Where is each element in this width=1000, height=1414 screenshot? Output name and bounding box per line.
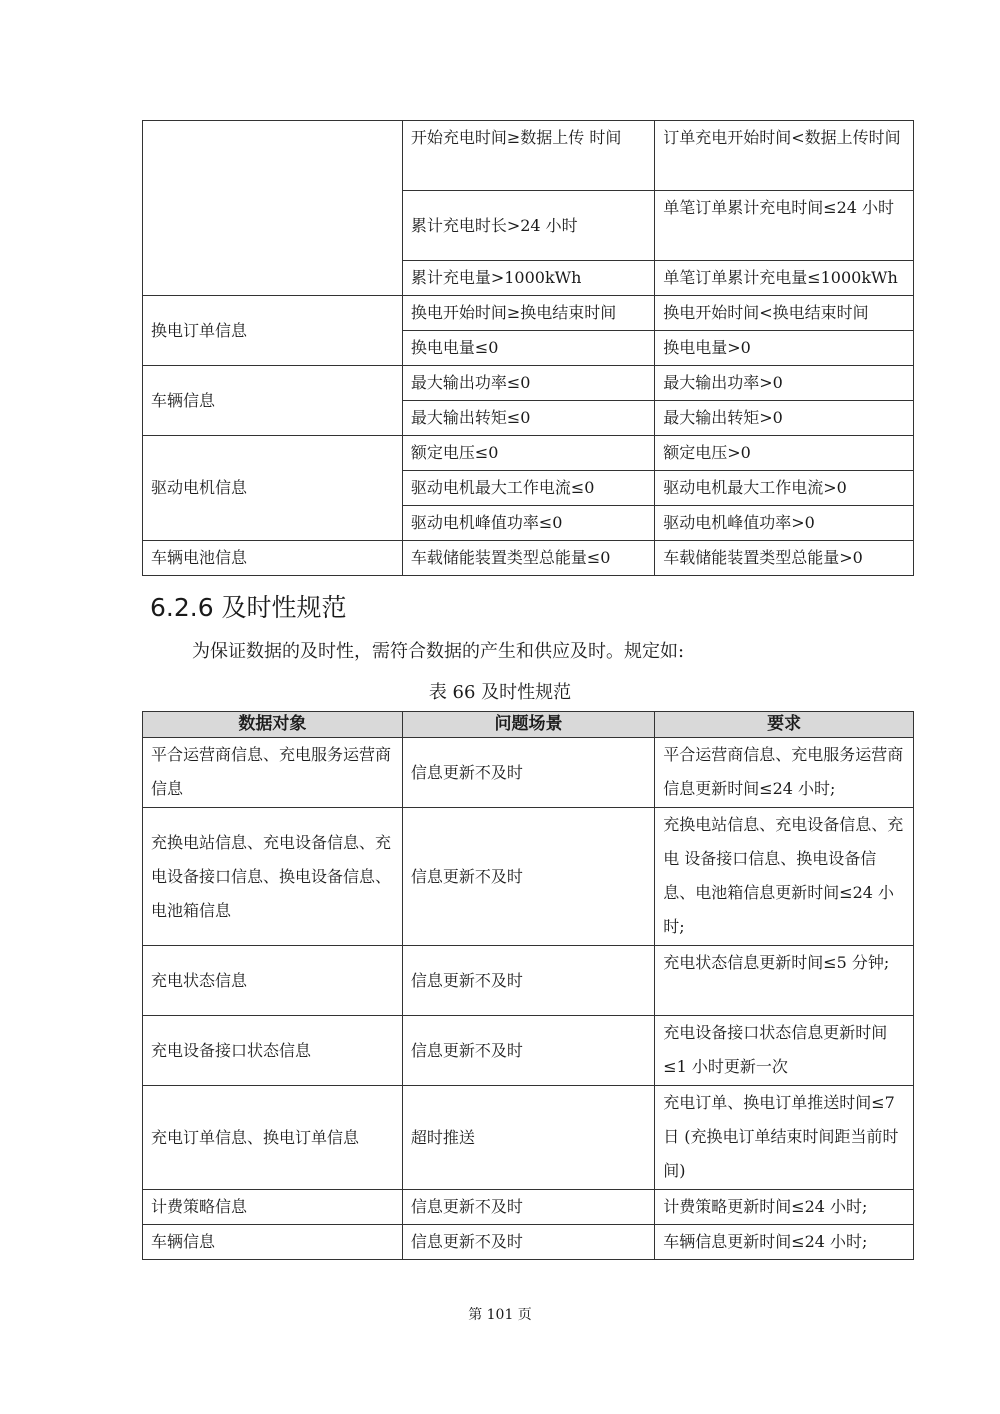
table-row: [143, 738, 914, 808]
table-cell: 最大输出功率>0: [655, 366, 914, 401]
table-cell: 最大输出转矩≤0: [402, 401, 654, 436]
table-cell: 车辆电池信息: [143, 541, 403, 576]
table-cell: 累计充电时长>24 小时: [402, 191, 654, 261]
table-cell: 单笔订单累计充电时间≤24 小时: [655, 191, 914, 261]
table-header-row: [143, 712, 914, 738]
table-cell: 累计充电量>1000kWh: [402, 261, 654, 296]
table-cell: 信息更新不及时: [402, 1225, 654, 1260]
table-cell: 最大输出功率≤0: [402, 366, 654, 401]
table-cell: 驱动电机最大工作电流≤0: [402, 471, 654, 506]
table-cell: 计费策略信息: [143, 1190, 403, 1225]
timeliness-table: [142, 711, 914, 1260]
table-cell: 充电状态信息更新时间≤5 分钟;: [655, 946, 914, 1016]
table-cell: 换电电量>0: [655, 331, 914, 366]
table-row: [143, 436, 914, 471]
table-cell: 额定电压>0: [655, 436, 914, 471]
column-header: 要求: [655, 712, 914, 738]
table-row: [143, 1016, 914, 1086]
table-cell: 平合运营商信息、充电服务运营商信息: [143, 738, 403, 808]
table-cell: 充电订单、换电订单推送时间≤7日 (充换电订单结束时间距当前时间): [655, 1086, 914, 1190]
table-row: [143, 541, 914, 576]
table-cell: 信息更新不及时: [402, 808, 654, 946]
table-cell: 平合运营商信息、充电服务运营商信息更新时间≤24 小时;: [655, 738, 914, 808]
table-cell: 换电开始时间<换电结束时间: [655, 296, 914, 331]
table-cell: 驱动电机峰值功率>0: [655, 506, 914, 541]
table-cell: 驱动电机最大工作电流>0: [655, 471, 914, 506]
table-cell: 充电状态信息: [143, 946, 403, 1016]
table-cell: 充换电站信息、充电设备信息、充电设备接口信息、换电设备信息、电池箱信息: [143, 808, 403, 946]
table-row: [143, 946, 914, 1016]
table-cell: 单笔订单累计充电量≤1000kWh: [655, 261, 914, 296]
table-cell: 车辆信息: [143, 1225, 403, 1260]
section-paragraph: 为保证数据的及时性，需符合数据的产生和供应及时。规定如:: [192, 641, 685, 662]
table-cell: 超时推送: [402, 1086, 654, 1190]
table-cell: 信息更新不及时: [402, 1016, 654, 1086]
table-cell: 换电电量≤0: [402, 331, 654, 366]
table-cell: 车辆信息更新时间≤24 小时;: [655, 1225, 914, 1260]
table-cell: 充电设备接口状态信息更新时间≤1 小时更新一次: [655, 1016, 914, 1086]
table-row: [143, 121, 914, 191]
validity-rules-table-continued: [142, 120, 914, 576]
table-cell: 充电设备接口状态信息: [143, 1016, 403, 1086]
table-row: [143, 1225, 914, 1260]
table-cell: 充换电站信息、充电设备信息、充电 设备接口信息、换电设备信息、电池箱信息更新时间≤24 小时;: [655, 808, 914, 946]
table-cell: 车载储能装置类型总能量≤0: [402, 541, 654, 576]
table-row: [143, 296, 914, 331]
table-cell: 充电订单信息、换电订单信息: [143, 1086, 403, 1190]
table-cell: 额定电压≤0: [402, 436, 654, 471]
table-cell: 车载储能装置类型总能量>0: [655, 541, 914, 576]
table-cell: 车辆信息: [143, 366, 403, 436]
table-cell: 最大输出转矩>0: [655, 401, 914, 436]
table-row: [143, 808, 914, 946]
table-cell: 换电订单信息: [143, 296, 403, 366]
table-cell: 订单充电开始时间<数据上传时间: [655, 121, 914, 191]
table-cell: 换电开始时间≥换电结束时间: [402, 296, 654, 331]
page-number: 第 101 页: [468, 1307, 532, 1323]
table-cell: 信息更新不及时: [402, 1190, 654, 1225]
table-row: [143, 366, 914, 401]
table-cell: 信息更新不及时: [402, 738, 654, 808]
table-cell: [143, 121, 403, 296]
table-caption: 表 66 及时性规范: [428, 682, 572, 703]
table-cell: 计费策略更新时间≤24 小时;: [655, 1190, 914, 1225]
table-cell: 驱动电机峰值功率≤0: [402, 506, 654, 541]
column-header: 数据对象: [143, 712, 403, 738]
table-cell: 信息更新不及时: [402, 946, 654, 1016]
column-header: 问题场景: [402, 712, 654, 738]
table-row: [143, 1190, 914, 1225]
table-row: [143, 1086, 914, 1190]
table-cell: 开始充电时间≥数据上传 时间: [402, 121, 654, 191]
table-cell: 驱动电机信息: [143, 436, 403, 541]
section-heading: 6.2.6 及时性规范: [150, 593, 347, 622]
